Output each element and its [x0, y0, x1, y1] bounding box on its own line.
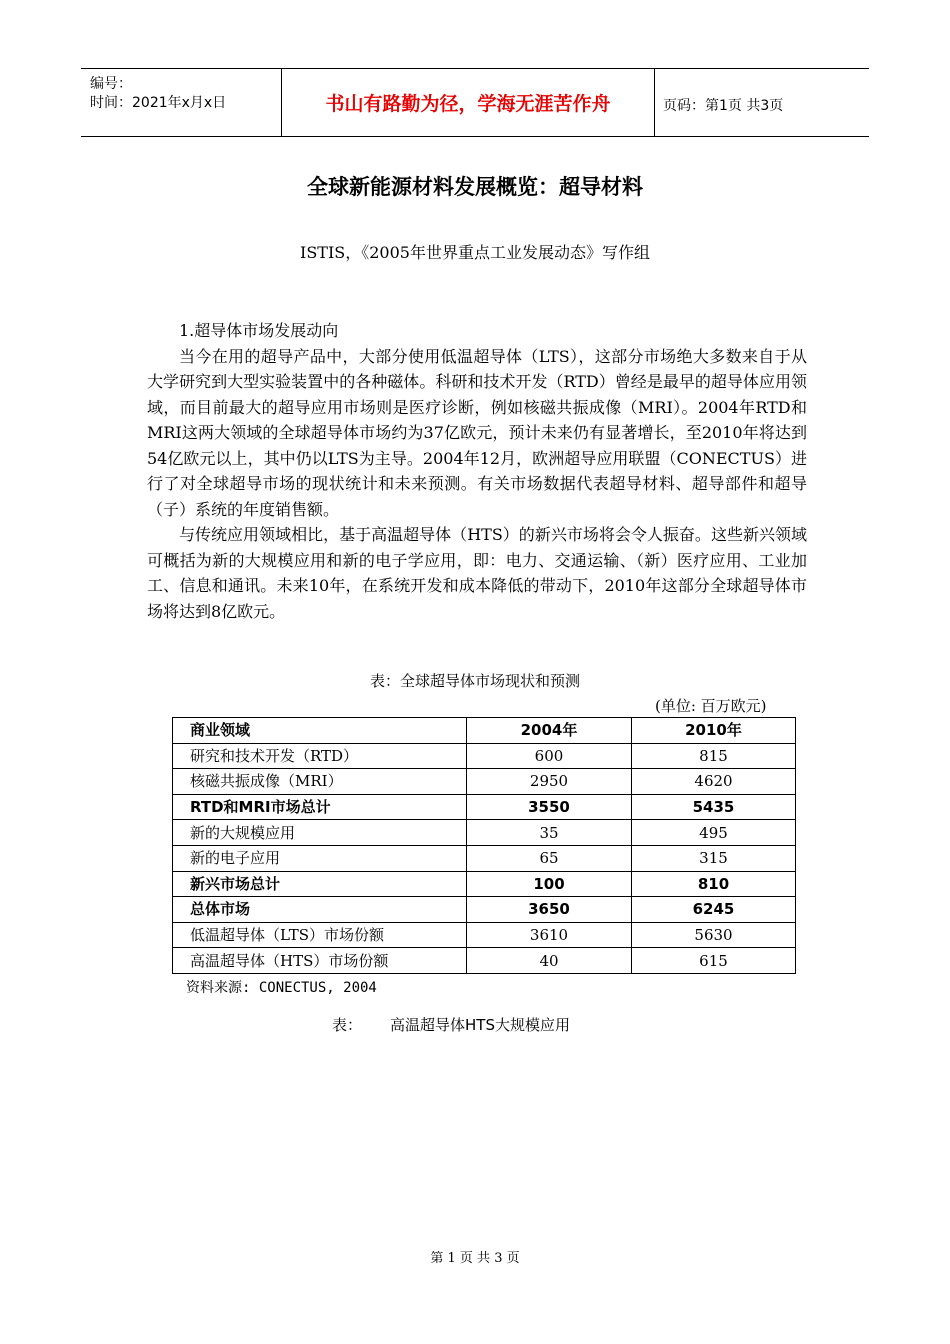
row-label: 核磁共振成像（MRI）: [173, 769, 467, 795]
row-label: 新兴市场总计: [173, 871, 467, 897]
row-label: 总体市场: [173, 897, 467, 923]
cell-2010: 495: [632, 820, 796, 846]
table-row: [173, 845, 796, 871]
table-row-total: [173, 794, 796, 820]
cell-2004: 40: [467, 948, 632, 974]
cell-2010: 5630: [632, 922, 796, 948]
document-author: ISTIS，《2005年世界重点工业发展动态》写作组: [300, 243, 650, 262]
table-row: [173, 769, 796, 795]
table-caption: 表：全球超导体市场现状和预测: [369, 672, 580, 690]
cell-2004: 3550: [467, 794, 632, 820]
header-cell: 2010年: [632, 718, 796, 744]
table-row: [173, 948, 796, 974]
page-info: 页码：第1页 共3页: [663, 98, 784, 114]
header-table: [81, 68, 869, 137]
cell-2004: 35: [467, 820, 632, 846]
row-label: 新的大规模应用: [173, 820, 467, 846]
market-table: [172, 717, 796, 974]
cell-2004: 65: [467, 845, 632, 871]
motto: 书山有路勤为径，学海无涯苦作舟: [282, 69, 655, 136]
header-cell: 2004年: [467, 718, 632, 744]
row-label: 研究和技术开发（RTD）: [173, 743, 467, 769]
paragraph-2: 与传统应用领域相比，基于高温超导体（HTS）的新兴市场将会令人振奋。这些新兴领域可概括为新的大规模应用和新的电子学应用，即：电力、交通运输、（新）医疗应用、工业加工、信息和通讯。未来10年，在系统开发和成本降低的带动下，2010年这部分全球超导体市场将达到8亿欧元。: [147, 525, 807, 621]
table-header-row: [173, 718, 796, 744]
time-label: 时间：2021年x月x日: [90, 95, 227, 111]
cell-2004: 600: [467, 743, 632, 769]
table-row: [173, 922, 796, 948]
cell-2010: 4620: [632, 769, 796, 795]
row-label: 新的电子应用: [173, 845, 467, 871]
header-meta-cell: [81, 69, 282, 136]
document-title: 全球新能源材料发展概览：超导材料: [307, 175, 643, 199]
table-row: [173, 743, 796, 769]
table2-label: 表：: [332, 1016, 363, 1034]
section-heading: 1.超导体市场发展动向: [179, 321, 339, 340]
table-source: 资料来源: CONECTUS, 2004: [186, 980, 377, 996]
cell-2010: 6245: [632, 897, 796, 923]
table-row-total: [173, 897, 796, 923]
row-label: 高温超导体（HTS）市场份额: [173, 948, 467, 974]
page-footer: 第 1 页 共 3 页: [430, 1251, 520, 1266]
cell-2010: 315: [632, 845, 796, 871]
row-label: RTD和MRI市场总计: [173, 794, 467, 820]
table2-caption-line: [332, 1014, 570, 1035]
cell-2010: 815: [632, 743, 796, 769]
cell-2004: 100: [467, 871, 632, 897]
cell-2004: 3650: [467, 897, 632, 923]
table-unit: (单位: 百万欧元): [655, 697, 767, 715]
cell-2004: 3610: [467, 922, 632, 948]
cell-2010: 615: [632, 948, 796, 974]
table2-caption: 高温超导体HTS大规模应用: [390, 1016, 570, 1034]
number-label: 编号：: [90, 76, 132, 92]
cell-2004: 2950: [467, 769, 632, 795]
cell-2010: 810: [632, 871, 796, 897]
body-text: [147, 318, 807, 624]
paragraph-1: 当今在用的超导产品中，大部分使用低温超导体（LTS），这部分市场绝大多数来自于从大学研究到大型实验装置中的各种磁体。科研和技术开发（RTD）曾经是最早的超导体应用领域，而目前最大的超导应用市场则是医疗诊断，例如核磁共振成像（MRI）。2004年RTD和MRI这两大领域的全球超导体市场约为37亿欧元，预计未来仍有显著增长，至2010年将达到54亿欧元以上，其中仍以LTS为主导。2004年12月，欧洲超导应用联盟（CONECTUS）进行了对全球超导市场的现状统计和未来预测。有关市场数据代表超导材料、超导部件和超导（子）系统的年度销售额。: [147, 346, 807, 519]
row-label: 低温超导体（LTS）市场份额: [173, 922, 467, 948]
header-cell: 商业领域: [173, 718, 467, 744]
cell-2010: 5435: [632, 794, 796, 820]
table-row: [173, 820, 796, 846]
table-row-total: [173, 871, 796, 897]
